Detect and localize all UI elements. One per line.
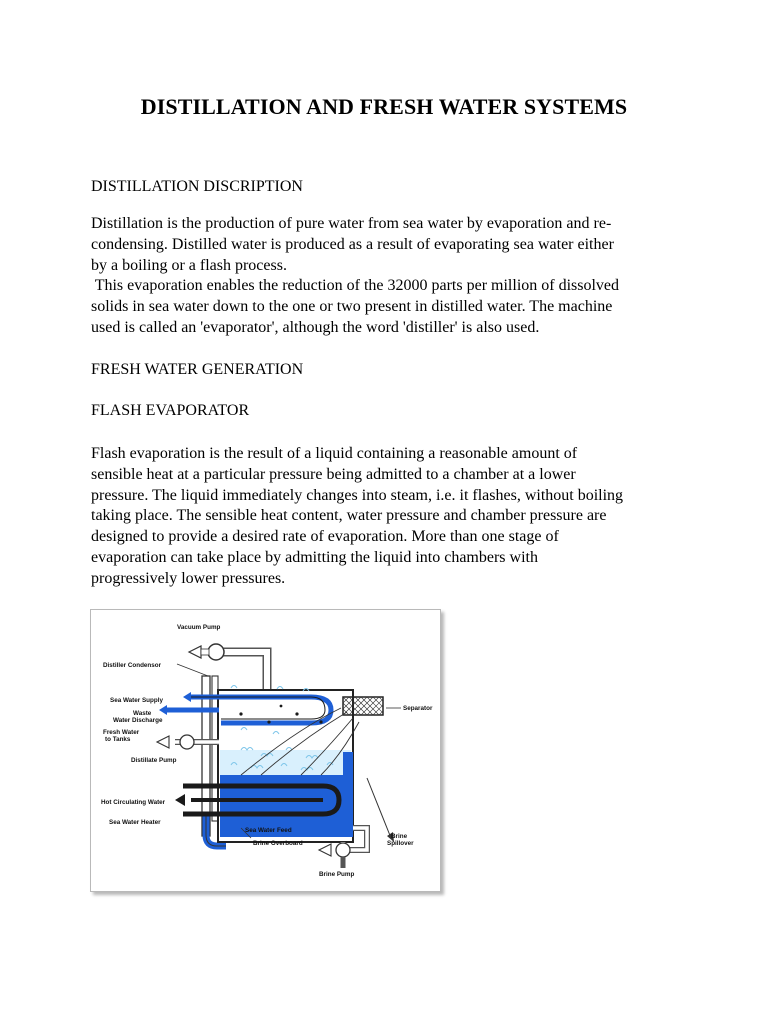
flash-evaporator-paragraph	[91, 444, 691, 590]
paragraph-line: by a boiling or a flash process.	[91, 256, 287, 274]
label-separator: Separator	[403, 705, 433, 712]
paragraph-line: taking place. The sensible heat content, water pressure and chamber pressure are	[91, 507, 607, 525]
vacuum-pump-icon	[208, 644, 224, 660]
section-heading-distillation: DISTILLATION DISCRIPTION	[91, 178, 303, 195]
vacuum-pump-assembly	[189, 644, 267, 690]
paragraph-line: Distillation is the production of pure water from sea water by evaporation and re-	[91, 215, 612, 232]
paragraph-line: Flash evaporation is the result of a liquid containing a reasonable amount of	[91, 445, 578, 462]
paragraph-line: condensing. Distilled water is produced as a result of evaporating sea water either	[91, 235, 614, 253]
label-vacuum-pump: Vacuum Pump	[177, 624, 221, 631]
label-sea-water-supply: Sea Water Supply	[110, 697, 163, 704]
label-brine: Brine	[391, 833, 408, 840]
paragraph-line: progressively lower pressures.	[91, 569, 286, 587]
label-brine-overboard: Brine Overboard	[253, 840, 303, 847]
paragraph-line: solids in sea water down to the one or two present in distilled water. The machine	[91, 298, 613, 316]
page-title: DISTILLATION AND FRESH WATER SYSTEMS	[140, 94, 628, 119]
paragraph-line: used is called an 'evaporator', although the word 'distiller' is also used.	[91, 318, 540, 336]
paragraph-line: This evaporation enables the reduction of the 32000 parts per million of dissolved	[91, 277, 620, 295]
flash-evaporator-diagram	[90, 609, 441, 892]
section-heading-fresh-water: FRESH WATER GENERATION	[91, 361, 304, 378]
label-sea-water-heater: Sea Water Heater	[109, 819, 161, 826]
label-to-tanks: to Tanks	[105, 736, 131, 743]
label-fresh-water: Fresh Water	[103, 729, 140, 736]
label-water-discharge: Water Discharge	[113, 717, 163, 724]
distillation-paragraph	[91, 214, 691, 339]
paragraph-line: sensible heat at a particular pressure being admitted to a chamber at a lower	[91, 465, 576, 483]
label-waste: Waste	[133, 710, 152, 717]
label-sea-water-feed: Sea Water Feed	[245, 827, 292, 834]
label-spillover: Spillover	[387, 840, 414, 847]
paragraph-line: designed to provide a desired rate of evaporation. More than one stage of	[91, 528, 559, 546]
diagram-svg	[91, 610, 440, 891]
paragraph-line: pressure. The liquid immediately changes into steam, i.e. it flashes, without boiling	[91, 486, 624, 504]
label-distillate-pump: Distillate Pump	[131, 757, 177, 764]
label-brine-pump: Brine Pump	[319, 871, 355, 878]
distillate-pump-icon	[180, 735, 194, 749]
paragraph-line: evaporation can take place by admitting the liquid into chambers with	[91, 548, 538, 566]
label-hot-circulating-water: Hot Circulating Water	[101, 799, 166, 806]
label-distiller-condenser: Distiller Condensor	[103, 662, 162, 669]
section-heading-flash-evaporator: FLASH EVAPORATOR	[91, 402, 250, 419]
evaporator-chamber	[218, 690, 383, 842]
brine-pump-icon	[336, 843, 350, 857]
